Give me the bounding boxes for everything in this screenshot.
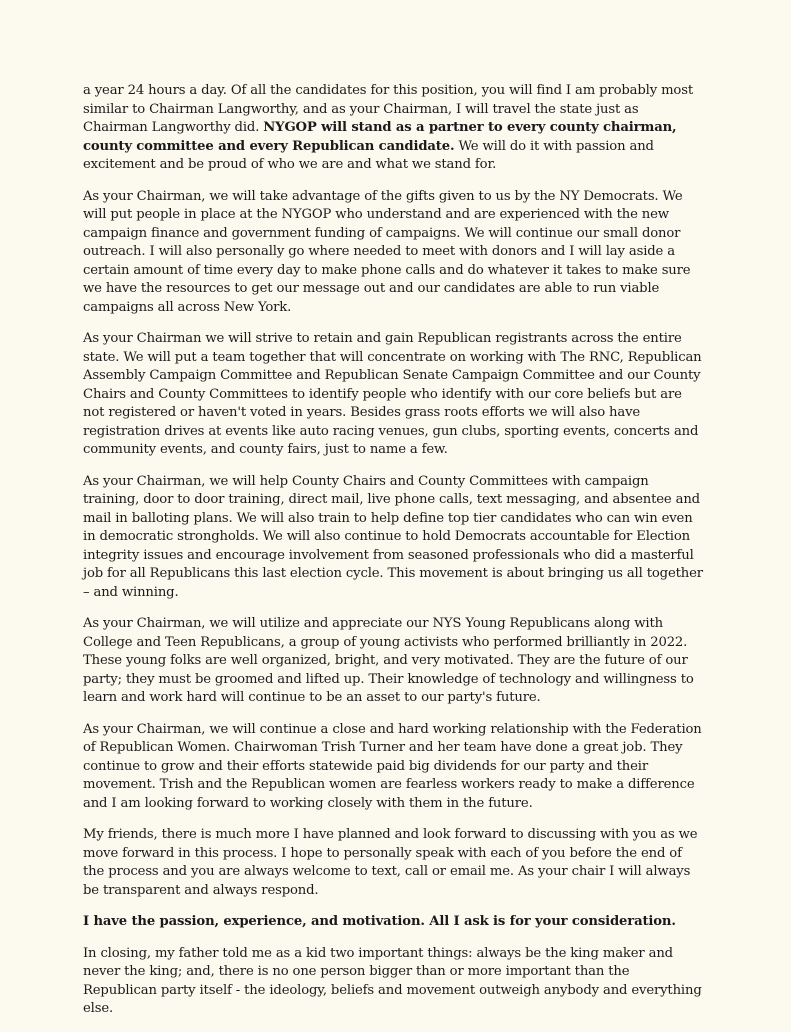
paragraph	[83, 82, 703, 175]
paragraph	[83, 615, 703, 708]
text-segment: As your Chairman, we will help County Chairs and County Committees with campaign training, door to door training, direct mail, live phone calls, text messaging, and absentee and mail in balloting plans. We will also train to help define top tier candidates who can win even in democratic strongholds. We will also continue to hold Democrats accountable for Election integrity issues and encourage involvement from seasoned professionals who did a masterful job for all Republicans this last election cycle. This movement is about bringing us all together – and winning.	[83, 473, 703, 600]
text-segment: My friends, there is much more I have planned and look forward to discussing with you as we move forward in this process. I hope to personally speak with each of you before the end of the process and you are always welcome to text, call or email me. As your chair I will always be transparent and always respond.	[83, 827, 698, 898]
text-segment: As your Chairman, we will continue a close and hard working relationship with the Federation of Republican Women. Chairwoman Trish Turner and her team have done a great job. They continue to grow and their efforts statewide paid big dividends for our party and their movement. Trish and the Republican women are fearless workers ready to make a difference and I am looking forward to working closely with them in the future.	[83, 721, 702, 811]
paragraph	[83, 330, 703, 460]
text-segment: We will do it with passion and excitement and be proud of who we are and what we stand for.	[83, 138, 654, 172]
paragraph	[83, 945, 703, 1019]
bold-text-segment: NYGOP will stand as a partner to every county chairman, county committee and every Republican candidate.	[83, 120, 677, 154]
paragraph	[83, 826, 703, 900]
paragraph	[83, 913, 703, 932]
paragraph	[83, 473, 703, 603]
text-segment: a year 24 hours a day. Of all the candidates for this position, you will find I am probably most similar to Chairman Langworthy, and as your Chairman, I will travel the state just as Chairman Langworthy did.	[83, 83, 693, 135]
text-segment: As your Chairman, we will utilize and appreciate our NYS Young Republicans along with College and Teen Republicans, a group of young activists who performed brilliantly in 2022. These young folks are well organized, bright, and very motivated. They are the future of our party; they must be groomed and lifted up. Their knowledge of technology and willingness to learn and work hard will continue to be an asset to our party's future.	[83, 616, 694, 705]
bold-text-segment: I have the passion, experience, and motivation. All I ask is for your consideration.	[83, 914, 676, 929]
text-segment: As your Chairman, we will take advantage of the gifts given to us by the NY Democrats. We will put people in place at the NYGOP who understand and are experienced with the new campaign finance and government funding of campaigns. We will continue our small donor outreach. I will also personally go where needed to meet with donors and I will lay aside a certain amount of time every day to make phone calls and do whatever it takes to make sure we have the resources to get our message out and our candidates are able to run viable campaigns all across New York.	[83, 188, 691, 315]
text-segment: In closing, my father told me as a kid two important things: always be the king maker and never the king; and, there is no one person bigger than or more important than the Republican party itself - the ideology, beliefs and movement outweigh anybody and everything else.	[83, 945, 702, 1016]
text-segment: As your Chairman we will strive to retain and gain Republican registrants across the entire state. We will put a team together that will concentrate on working with The RNC, Republican Assembly Campaign Committee and Republican Senate Campaign Committee and our County Chairs and County Committees to identify people who identify with our core beliefs but are not registered or haven't voted in years. Besides grass roots efforts we will also have registration drives at events like auto racing venues, gun clubs, sporting events, concerts and community events, and county fairs, just to name a few.	[83, 331, 702, 457]
document-body	[83, 82, 703, 1032]
paragraph	[83, 188, 703, 318]
paragraph	[83, 721, 703, 814]
